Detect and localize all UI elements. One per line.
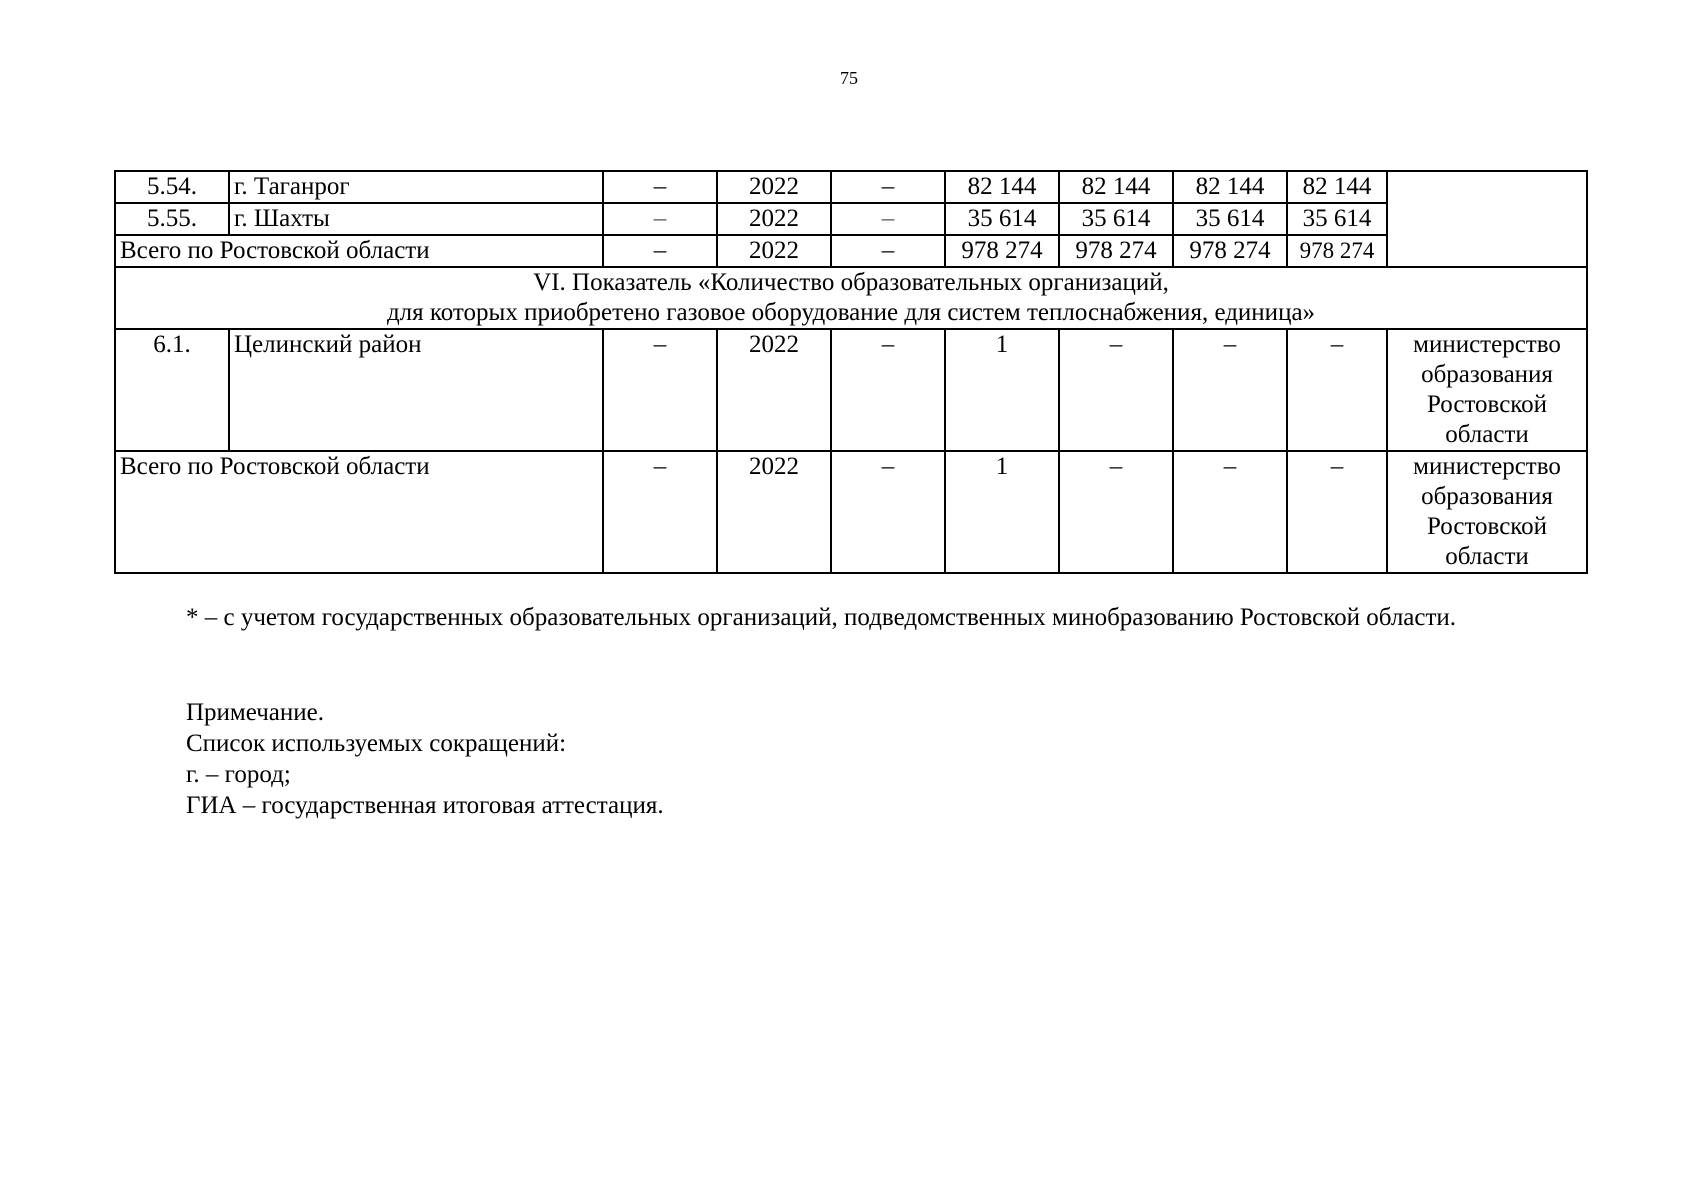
cell-value: 978 274 <box>1287 235 1387 267</box>
cell-value: 978 274 <box>945 235 1059 267</box>
notes-title: Примечание. <box>186 699 325 726</box>
cell-value: – <box>1173 329 1287 451</box>
cell-responsible: министерство образования Ростовской области <box>1387 329 1587 451</box>
total-label: Всего по Ростовской области <box>115 451 603 573</box>
cell-value: – <box>1287 329 1387 451</box>
cell-value: 35 614 <box>1287 203 1387 235</box>
row-name: г. Шахты <box>229 203 603 235</box>
row-number: 5.55. <box>115 203 229 235</box>
cell-year: 2022 <box>717 451 831 573</box>
cell: – <box>831 171 945 203</box>
cell-value: 82 144 <box>1287 171 1387 203</box>
footnote: * – с учетом государственных образовательных организаций, подведомственных минобразованию Ростовской области. <box>186 604 1457 631</box>
row-number: 5.54. <box>115 171 229 203</box>
cell: – <box>831 203 945 235</box>
cell: – <box>603 329 717 451</box>
cell: – <box>603 203 717 235</box>
cell-value: 35 614 <box>1059 203 1173 235</box>
cell-value: 978 274 <box>1173 235 1287 267</box>
cell: – <box>831 451 945 573</box>
total-label: Всего по Ростовской области <box>115 235 603 267</box>
row-name: г. Таганрог <box>229 171 603 203</box>
section-title-line: для которых приобретено газовое оборудование для систем теплоснабжения, единица» <box>386 299 1316 326</box>
cell: – <box>603 171 717 203</box>
cell-value: – <box>1059 451 1173 573</box>
table-row-total <box>115 451 1587 573</box>
page-number: 75 <box>840 68 858 88</box>
cell-responsible: министерство образования Ростовской области <box>1387 451 1587 573</box>
cell-value: – <box>1059 329 1173 451</box>
cell-value: – <box>1287 451 1387 573</box>
cell-value: – <box>1173 451 1287 573</box>
notes <box>186 697 664 821</box>
cell-value: 82 144 <box>1059 171 1173 203</box>
cell-value: 82 144 <box>945 171 1059 203</box>
cell: – <box>831 329 945 451</box>
notes-item: г. – город; <box>186 761 291 788</box>
cell-value: 978 274 <box>1059 235 1173 267</box>
cell-year: 2022 <box>717 235 831 267</box>
cell-responsible-empty <box>1387 171 1587 267</box>
cell-year: 2022 <box>717 329 831 451</box>
row-number: 6.1. <box>115 329 229 451</box>
data-table <box>114 170 1588 574</box>
cell-value: 35 614 <box>1173 203 1287 235</box>
table-row-total <box>115 235 1587 267</box>
table-row <box>115 329 1587 451</box>
cell-value: 82 144 <box>1173 171 1287 203</box>
section-title-line: VI. Показатель «Количество образовательных организаций, <box>533 269 1169 296</box>
cell: – <box>831 235 945 267</box>
cell-value: 1 <box>945 451 1059 573</box>
cell: – <box>603 235 717 267</box>
cell-year: 2022 <box>717 203 831 235</box>
table-row <box>115 171 1587 203</box>
notes-item: ГИА – государственная итоговая аттестация. <box>186 792 664 819</box>
cell-value: 35 614 <box>945 203 1059 235</box>
cell-value: 1 <box>945 329 1059 451</box>
section-title <box>115 267 1587 329</box>
section-header <box>115 267 1587 329</box>
row-name: Целинский район <box>229 329 603 451</box>
notes-subtitle: Список используемых сокращений: <box>186 730 567 757</box>
cell: – <box>603 451 717 573</box>
table-row <box>115 203 1587 235</box>
cell-year: 2022 <box>717 171 831 203</box>
